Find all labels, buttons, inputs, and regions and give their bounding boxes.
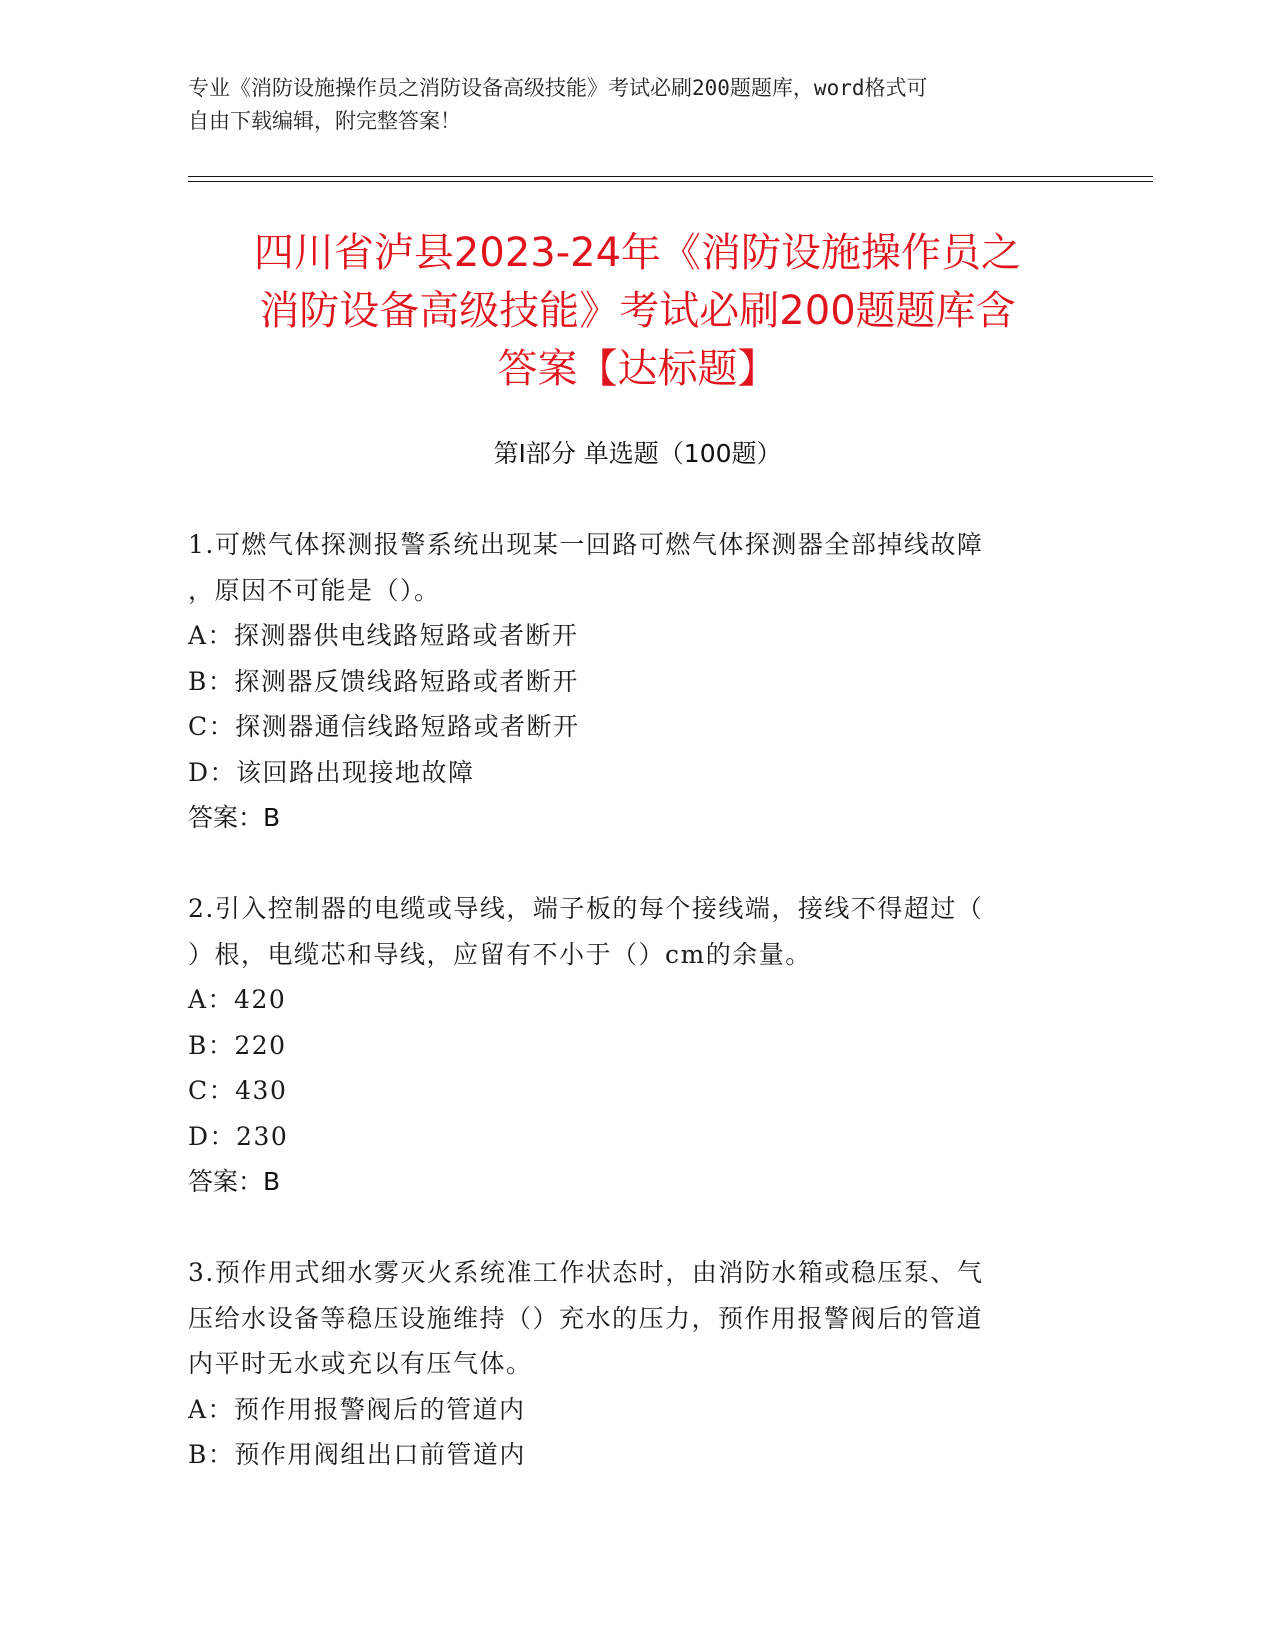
question-1 bbox=[188, 522, 1088, 841]
title-line: 答案【达标题】 bbox=[497, 346, 778, 392]
option-c: C：探测器通信线路短路或者断开 bbox=[188, 712, 580, 741]
option-c: C：430 bbox=[188, 1076, 288, 1105]
option-a: A：预作用报警阀后的管道内 bbox=[188, 1394, 526, 1424]
answer-label: 答案：B bbox=[188, 1167, 281, 1196]
option-b: B：探测器反馈线路短路或者断开 bbox=[188, 666, 579, 696]
question-text: 压给水设备等稳压设施维持（）充水的压力，预作用报警阀后的管道 bbox=[188, 1303, 984, 1333]
question-2 bbox=[188, 886, 1088, 1205]
option-b: B：预作用阀组出口前管道内 bbox=[188, 1440, 526, 1469]
question-text: 1.可燃气体探测报警系统出现某一回路可燃气体探测器全部掉线故障 bbox=[188, 530, 984, 559]
header-note bbox=[188, 72, 1068, 138]
option-a: A：探测器供电线路短路或者断开 bbox=[188, 621, 579, 650]
question-text: 3.预作用式细水雾灭火系统准工作状态时，由消防水箱或稳压泵、气 bbox=[188, 1258, 984, 1287]
option-d: D：230 bbox=[188, 1121, 289, 1151]
question-text: 2.引入控制器的电缆或导线，端子板的每个接线端，接线不得超过（ bbox=[188, 894, 984, 923]
header-note-line: 自由下载编辑，附完整答案！ bbox=[188, 109, 461, 133]
answer-label: 答案：B bbox=[188, 803, 281, 832]
option-a: A：420 bbox=[188, 985, 287, 1014]
question-text: 内平时无水或充以有压气体。 bbox=[188, 1349, 533, 1378]
option-b: B：220 bbox=[188, 1030, 287, 1060]
header-divider bbox=[188, 181, 1153, 182]
title-line: 四川省泸县2023-24年《消防设施操作员之 bbox=[253, 230, 1022, 276]
question-text: ，原因不可能是（）。 bbox=[188, 575, 441, 605]
question-text: ）根，电缆芯和导线，应留有不小于（）cm的余量。 bbox=[188, 939, 812, 969]
document-title bbox=[140, 224, 1135, 398]
section-heading: 第Ⅰ部分 单选题（100题） bbox=[493, 439, 782, 468]
header-note-line: 专业《消防设施操作员之消防设备高级技能》考试必刷200题题库，word格式可 bbox=[188, 76, 928, 100]
option-d: D：该回路出现接地故障 bbox=[188, 757, 475, 787]
question-3 bbox=[188, 1250, 1088, 1478]
title-line: 消防设备高级技能》考试必刷200题题库含 bbox=[259, 288, 1016, 334]
header-divider bbox=[188, 176, 1153, 177]
